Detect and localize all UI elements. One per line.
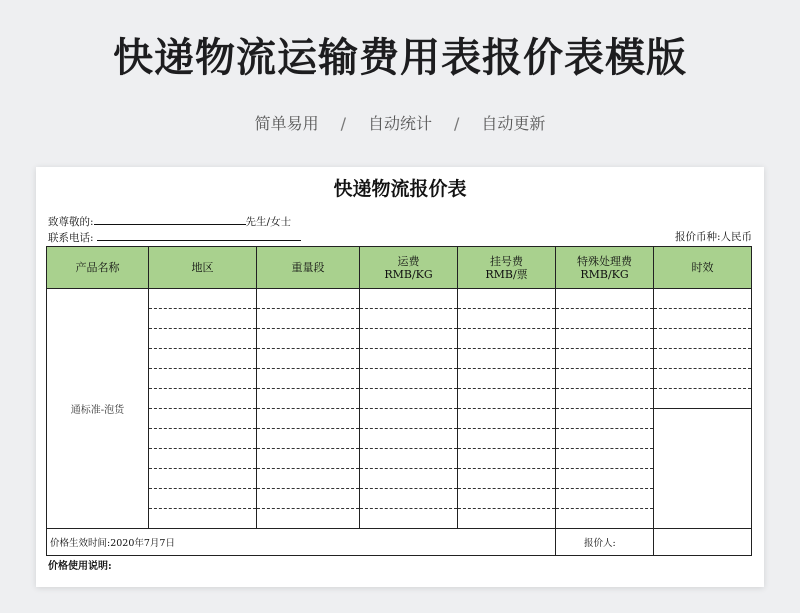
rate-cell[interactable] <box>257 369 360 389</box>
rate-cell[interactable] <box>149 329 257 349</box>
table-header-row <box>47 247 752 289</box>
rate-cell[interactable] <box>556 489 654 509</box>
rate-cell[interactable] <box>458 429 556 449</box>
feature-tag: 自动更新 <box>481 114 546 133</box>
rate-cell[interactable] <box>360 449 458 469</box>
rate-cell[interactable] <box>360 469 458 489</box>
greeting-label: 致尊敬的: <box>48 216 94 228</box>
rate-table-body <box>47 289 752 529</box>
rate-cell[interactable] <box>556 469 654 489</box>
rate-cell[interactable] <box>458 509 556 529</box>
table-row <box>47 349 752 369</box>
recipient-name-field[interactable] <box>94 214 246 225</box>
rate-cell[interactable] <box>556 509 654 529</box>
column-header: 重量段 <box>257 247 360 289</box>
rate-cell[interactable] <box>556 309 654 329</box>
rate-cell[interactable] <box>556 349 654 369</box>
effective-row <box>47 529 752 556</box>
quoter-cell: 报价人: <box>556 529 654 556</box>
tag-separator: / <box>340 114 346 133</box>
column-header: 运费 RMB/KG <box>360 247 458 289</box>
rate-cell[interactable] <box>360 409 458 429</box>
greeting-suffix: 先生/女士 <box>245 216 292 228</box>
rate-cell[interactable] <box>556 289 654 309</box>
rate-cell[interactable] <box>149 449 257 469</box>
rate-cell[interactable] <box>149 469 257 489</box>
quoter-value-cell[interactable] <box>654 529 752 556</box>
rate-cell[interactable] <box>458 409 556 429</box>
usage-note: 价格使用说明: <box>48 561 112 572</box>
rate-cell[interactable] <box>149 509 257 529</box>
table-row <box>47 289 752 309</box>
rate-cell[interactable] <box>556 449 654 469</box>
rate-cell[interactable] <box>360 309 458 329</box>
currency-label: 报价币种: <box>674 231 721 243</box>
feature-tag: 自动统计 <box>367 114 432 133</box>
rate-cell[interactable] <box>257 349 360 369</box>
rate-cell[interactable] <box>458 309 556 329</box>
rate-cell[interactable] <box>257 389 360 409</box>
rate-cell[interactable] <box>458 389 556 409</box>
rate-cell[interactable] <box>149 289 257 309</box>
phone-field[interactable] <box>97 230 301 241</box>
rate-cell[interactable] <box>458 289 556 309</box>
rate-cell[interactable] <box>257 289 360 309</box>
column-header: 挂号费 RMB/票 <box>458 247 556 289</box>
rate-cell[interactable] <box>149 409 257 429</box>
rate-cell[interactable] <box>458 489 556 509</box>
rate-cell[interactable] <box>556 429 654 449</box>
time-limit-merged-cell[interactable] <box>654 409 752 529</box>
feature-tag: 简单易用 <box>254 114 319 133</box>
rate-cell[interactable] <box>458 329 556 349</box>
product-name-cell: 通标准-泡货 <box>47 289 149 529</box>
time-limit-cell[interactable] <box>654 389 752 409</box>
rate-cell[interactable] <box>360 329 458 349</box>
rate-cell[interactable] <box>556 329 654 349</box>
phone-label: 联系电话: <box>48 232 94 244</box>
rate-cell[interactable] <box>149 349 257 369</box>
time-limit-cell[interactable] <box>654 329 752 349</box>
currency-value: 人民币 <box>720 231 752 243</box>
rate-cell[interactable] <box>257 329 360 349</box>
rate-cell[interactable] <box>360 509 458 529</box>
table-row <box>47 309 752 329</box>
rate-cell[interactable] <box>257 509 360 529</box>
rate-cell[interactable] <box>360 429 458 449</box>
rate-cell[interactable] <box>257 429 360 449</box>
rate-cell[interactable] <box>360 389 458 409</box>
rate-cell[interactable] <box>257 469 360 489</box>
quote-table <box>46 246 752 556</box>
sheet-title: 快递物流报价表 <box>333 178 467 200</box>
column-header: 地区 <box>149 247 257 289</box>
rate-cell[interactable] <box>458 449 556 469</box>
table-row <box>47 429 752 449</box>
table-row <box>47 489 752 509</box>
rate-cell[interactable] <box>149 489 257 509</box>
rate-cell[interactable] <box>360 289 458 309</box>
time-limit-cell[interactable] <box>654 349 752 369</box>
table-row <box>47 449 752 469</box>
rate-cell[interactable] <box>149 429 257 449</box>
table-row <box>47 409 752 429</box>
rate-cell[interactable] <box>458 369 556 389</box>
effective-date-cell: 价格生效时间:2020年7月7日 <box>47 529 556 556</box>
column-header: 特殊处理费 RMB/KG <box>556 247 654 289</box>
rate-cell[interactable] <box>257 449 360 469</box>
rate-cell[interactable] <box>360 369 458 389</box>
currency-line <box>675 230 752 244</box>
phone-line <box>48 230 301 245</box>
table-row <box>47 329 752 349</box>
column-header: 产品名称 <box>47 247 149 289</box>
rate-cell[interactable] <box>149 309 257 329</box>
page-title: 快递物流运输费用表报价表模版 <box>113 35 687 81</box>
rate-cell[interactable] <box>458 349 556 369</box>
column-header: 时效 <box>654 247 752 289</box>
rate-cell[interactable] <box>360 349 458 369</box>
table-row <box>47 509 752 529</box>
rate-cell[interactable] <box>149 389 257 409</box>
rate-cell[interactable] <box>257 489 360 509</box>
rate-cell[interactable] <box>556 389 654 409</box>
rate-cell[interactable] <box>149 369 257 389</box>
rate-cell[interactable] <box>556 409 654 429</box>
rate-cell[interactable] <box>360 489 458 509</box>
rate-cell[interactable] <box>458 469 556 489</box>
quote-sheet <box>36 167 764 587</box>
time-limit-cell[interactable] <box>654 289 752 309</box>
table-row <box>47 369 752 389</box>
table-row <box>47 389 752 409</box>
time-limit-cell[interactable] <box>654 369 752 389</box>
greeting-line <box>48 214 291 229</box>
rate-cell[interactable] <box>257 409 360 429</box>
table-row <box>47 469 752 489</box>
rate-cell[interactable] <box>257 309 360 329</box>
time-limit-cell[interactable] <box>654 309 752 329</box>
rate-cell[interactable] <box>556 369 654 389</box>
feature-tags <box>0 112 800 136</box>
tag-separator: / <box>454 114 460 133</box>
